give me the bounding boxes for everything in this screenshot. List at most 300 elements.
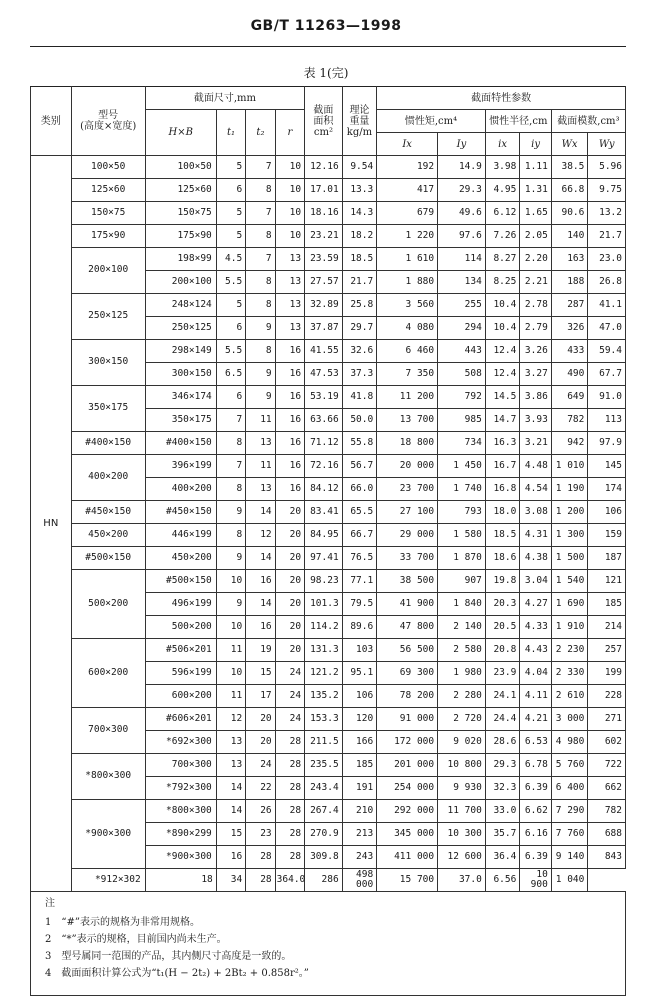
hxb-cell: 346×174	[145, 386, 216, 409]
notes-cell	[31, 892, 626, 996]
header-modulus: 截面模数,cm³	[551, 110, 625, 133]
ix-radius-cell: 20.5	[485, 616, 520, 639]
t1-cell: 13	[216, 731, 245, 754]
wy-cell: 113	[588, 409, 626, 432]
iy-radius-cell: 4.04	[520, 662, 551, 685]
t2-cell: 8	[246, 179, 275, 202]
t2-cell: 13	[246, 432, 275, 455]
iy-radius-cell: 3.86	[520, 386, 551, 409]
r-cell: 28	[275, 731, 304, 754]
ix-inertia-cell: 172 000	[377, 731, 438, 754]
area-cell: 211.5	[305, 731, 343, 754]
iy-inertia-cell: 734	[438, 432, 486, 455]
area-cell: 267.4	[305, 800, 343, 823]
iy-radius-cell: 6.78	[520, 754, 551, 777]
t1-cell: 7	[216, 409, 245, 432]
ix-inertia-cell: 1 880	[377, 271, 438, 294]
hxb-cell: 450×200	[145, 547, 216, 570]
t1-cell: 10	[216, 662, 245, 685]
ix-radius-cell: 37.0	[438, 869, 486, 892]
weight-cell: 37.3	[342, 363, 377, 386]
iy-radius-cell: 2.21	[520, 271, 551, 294]
area-cell: 17.01	[305, 179, 343, 202]
t2-cell: 22	[246, 777, 275, 800]
wy-cell: 91.0	[588, 386, 626, 409]
wx-cell: 7 290	[551, 800, 588, 823]
area-cell: 270.9	[305, 823, 343, 846]
table-row	[31, 225, 626, 248]
area-cell: 18.16	[305, 202, 343, 225]
t2-cell: 20	[246, 731, 275, 754]
wy-cell: 174	[588, 478, 626, 501]
t1-cell: 5.5	[216, 340, 245, 363]
t2-cell: 8	[246, 225, 275, 248]
model-cell: #500×150	[71, 547, 145, 570]
r-cell: 13	[275, 248, 304, 271]
area-cell: 97.41	[305, 547, 343, 570]
iy-radius-cell: 6.56	[485, 869, 520, 892]
wx-cell: 163	[551, 248, 588, 271]
iy-radius-cell: 2.20	[520, 248, 551, 271]
wx-cell: 433	[551, 340, 588, 363]
iy-inertia-cell: 1 870	[438, 547, 486, 570]
table-row	[31, 248, 626, 271]
iy-inertia-cell: 792	[438, 386, 486, 409]
t1-cell: 10	[216, 570, 245, 593]
weight-cell: 89.6	[342, 616, 377, 639]
header-model	[71, 87, 145, 156]
iy-inertia-cell: 2 580	[438, 639, 486, 662]
t1-cell: 13	[216, 754, 245, 777]
ix-radius-cell: 6.12	[485, 202, 520, 225]
note-2: 2 “*”表示的规格，目前国内尚未生产。	[45, 934, 227, 945]
t2-cell: 7	[246, 202, 275, 225]
hxb-cell: 350×175	[145, 409, 216, 432]
t1-cell: 9	[216, 501, 245, 524]
wx-cell: 326	[551, 317, 588, 340]
ix-radius-cell: 23.9	[485, 662, 520, 685]
hxb-cell: 298×149	[145, 340, 216, 363]
hxb-cell: #606×201	[145, 708, 216, 731]
wy-cell: 9.75	[588, 179, 626, 202]
model-cell: 150×75	[71, 202, 145, 225]
header-weight-unit: kg/m	[346, 126, 373, 138]
wx-cell: 649	[551, 386, 588, 409]
table-row	[31, 156, 626, 179]
ix-inertia-cell: 18 800	[377, 432, 438, 455]
model-cell: 200×100	[71, 248, 145, 294]
hxb-cell: 150×75	[145, 202, 216, 225]
weight-cell: 95.1	[342, 662, 377, 685]
ix-inertia-cell: 4 080	[377, 317, 438, 340]
hxb-cell: *890×299	[145, 823, 216, 846]
iy-inertia-cell: 2 720	[438, 708, 486, 731]
notes-title: 注	[45, 898, 55, 909]
header-category: 类别	[31, 87, 72, 156]
table-row	[31, 294, 626, 317]
header-area-unit: cm²	[313, 126, 333, 138]
model-cell: 400×200	[71, 455, 145, 501]
model-cell: #400×150	[71, 432, 145, 455]
header-t1: t₁	[216, 110, 245, 156]
wx-cell: 66.8	[551, 179, 588, 202]
wy-cell: 106	[588, 501, 626, 524]
table-row	[31, 202, 626, 225]
model-cell: #450×150	[71, 501, 145, 524]
weight-cell: 29.7	[342, 317, 377, 340]
area-cell: 235.5	[305, 754, 343, 777]
ix-inertia-cell: 1 610	[377, 248, 438, 271]
ix-inertia-cell: 27 100	[377, 501, 438, 524]
iy-inertia-cell: 255	[438, 294, 486, 317]
wx-cell: 6 400	[551, 777, 588, 800]
t2-cell: 20	[246, 708, 275, 731]
table-row	[31, 386, 626, 409]
ix-radius-cell: 8.27	[485, 248, 520, 271]
wx-cell: 2 230	[551, 639, 588, 662]
ix-radius-cell: 18.5	[485, 524, 520, 547]
r-cell: 16	[275, 409, 304, 432]
ix-radius-cell: 12.4	[485, 340, 520, 363]
note-4: 4 截面面积计算公式为“t₁(H − 2t₂) + 2Bt₂ + 0.858r²。”	[45, 968, 309, 979]
ix-inertia-cell: 345 000	[377, 823, 438, 846]
weight-cell: 18.5	[342, 248, 377, 271]
weight-cell: 166	[342, 731, 377, 754]
wy-cell: 602	[588, 731, 626, 754]
t2-cell: 14	[246, 593, 275, 616]
t1-cell: 5	[216, 202, 245, 225]
r-cell: 20	[275, 593, 304, 616]
header-rule	[30, 46, 626, 47]
header-section-props: 截面特性参数	[377, 87, 626, 110]
area-cell: 23.59	[305, 248, 343, 271]
iy-inertia-cell: 1 840	[438, 593, 486, 616]
ix-inertia-cell: 29 000	[377, 524, 438, 547]
hxb-cell: #400×150	[145, 432, 216, 455]
table-row	[31, 869, 626, 892]
t1-cell: 14	[216, 777, 245, 800]
ix-radius-cell: 16.7	[485, 455, 520, 478]
ix-inertia-cell: 498 000	[342, 869, 377, 892]
wy-cell: 67.7	[588, 363, 626, 386]
iy-inertia-cell: 2 140	[438, 616, 486, 639]
ix-inertia-cell: 7 350	[377, 363, 438, 386]
iy-radius-cell: 1.11	[520, 156, 551, 179]
iy-inertia-cell: 97.6	[438, 225, 486, 248]
area-cell: 131.3	[305, 639, 343, 662]
ix-inertia-cell: 679	[377, 202, 438, 225]
t2-cell: 16	[246, 616, 275, 639]
weight-cell: 9.54	[342, 156, 377, 179]
area-cell: 37.87	[305, 317, 343, 340]
r-cell: 16	[275, 432, 304, 455]
header-area-line1: 截面	[313, 104, 334, 116]
header-hxb: H×B	[145, 110, 216, 156]
wx-cell: 1 300	[551, 524, 588, 547]
iy-radius-cell: 3.27	[520, 363, 551, 386]
ix-radius-cell: 19.8	[485, 570, 520, 593]
wy-cell: 97.9	[588, 432, 626, 455]
wy-cell: 843	[588, 846, 626, 869]
area-cell: 84.95	[305, 524, 343, 547]
wy-cell: 662	[588, 777, 626, 800]
iy-inertia-cell: 134	[438, 271, 486, 294]
iy-radius-cell: 2.79	[520, 317, 551, 340]
hxb-cell: *800×300	[145, 800, 216, 823]
iy-radius-cell: 3.26	[520, 340, 551, 363]
t2-cell: 9	[246, 386, 275, 409]
r-cell: 20	[275, 501, 304, 524]
area-cell: 41.55	[305, 340, 343, 363]
table-row	[31, 455, 626, 478]
area-cell: 63.66	[305, 409, 343, 432]
ix-radius-cell: 20.3	[485, 593, 520, 616]
area-cell: 243.4	[305, 777, 343, 800]
t1-cell: 8	[216, 432, 245, 455]
iy-inertia-cell: 1 450	[438, 455, 486, 478]
t1-cell: 18	[145, 869, 216, 892]
iy-radius-cell: 3.93	[520, 409, 551, 432]
t2-cell: 8	[246, 271, 275, 294]
weight-cell: 210	[342, 800, 377, 823]
iy-inertia-cell: 11 700	[438, 800, 486, 823]
ix-radius-cell: 16.8	[485, 478, 520, 501]
t1-cell: 6	[216, 317, 245, 340]
ix-radius-cell: 10.4	[485, 294, 520, 317]
area-cell: 101.3	[305, 593, 343, 616]
t1-cell: 4.5	[216, 248, 245, 271]
t1-cell: 16	[216, 846, 245, 869]
table-row	[31, 179, 626, 202]
r-cell: 20	[275, 639, 304, 662]
iy-inertia-cell: 907	[438, 570, 486, 593]
iy-inertia-cell: 10 800	[438, 754, 486, 777]
wy-cell: 257	[588, 639, 626, 662]
wx-cell: 1 010	[551, 455, 588, 478]
ix-inertia-cell: 417	[377, 179, 438, 202]
weight-cell: 50.0	[342, 409, 377, 432]
standard-number: GB/T 11263—1998	[250, 18, 402, 34]
ix-radius-cell: 14.5	[485, 386, 520, 409]
ix-inertia-cell: 411 000	[377, 846, 438, 869]
ix-radius-cell: 4.95	[485, 179, 520, 202]
area-cell: 72.16	[305, 455, 343, 478]
iy-radius-cell: 6.53	[520, 731, 551, 754]
r-cell: 28	[275, 800, 304, 823]
wy-cell: 688	[588, 823, 626, 846]
weight-cell: 185	[342, 754, 377, 777]
ix-inertia-cell: 78 200	[377, 685, 438, 708]
ix-inertia-cell: 254 000	[377, 777, 438, 800]
hxb-cell: #500×150	[145, 570, 216, 593]
ix-radius-cell: 14.7	[485, 409, 520, 432]
model-cell: 700×300	[71, 708, 145, 754]
header-radius: 惯性半径,cm	[485, 110, 551, 133]
hxb-cell: *900×300	[145, 846, 216, 869]
t2-cell: 16	[246, 570, 275, 593]
hxb-cell: #450×150	[145, 501, 216, 524]
wy-cell: 159	[588, 524, 626, 547]
area-cell: 32.89	[305, 294, 343, 317]
t1-cell: 9	[216, 547, 245, 570]
model-cell: *900×300	[71, 800, 145, 869]
ix-radius-cell: 3.98	[485, 156, 520, 179]
ix-radius-cell: 12.4	[485, 363, 520, 386]
t1-cell: 6	[216, 386, 245, 409]
t1-cell: 14	[216, 800, 245, 823]
area-cell: 71.12	[305, 432, 343, 455]
t2-cell: 17	[246, 685, 275, 708]
wy-cell: 228	[588, 685, 626, 708]
hxb-cell: 175×90	[145, 225, 216, 248]
r-cell: 20	[275, 547, 304, 570]
area-cell: 84.12	[305, 478, 343, 501]
table-row	[31, 639, 626, 662]
t1-cell: 11	[216, 685, 245, 708]
r-cell: 28	[246, 869, 275, 892]
weight-cell: 103	[342, 639, 377, 662]
t2-cell: 7	[246, 248, 275, 271]
weight-cell: 65.5	[342, 501, 377, 524]
wy-cell: 21.7	[588, 225, 626, 248]
area-cell: 121.2	[305, 662, 343, 685]
weight-cell: 13.3	[342, 179, 377, 202]
header-model-line1: 型号	[98, 110, 119, 121]
ix-inertia-cell: 1 220	[377, 225, 438, 248]
r-cell: 20	[275, 524, 304, 547]
ix-radius-cell: 8.25	[485, 271, 520, 294]
note-1: 1 “#”表示的规格为非常用规格。	[45, 917, 200, 928]
wx-cell: 4 980	[551, 731, 588, 754]
area-cell: 53.19	[305, 386, 343, 409]
table-row	[31, 340, 626, 363]
iy-inertia-cell: 294	[438, 317, 486, 340]
header-r: r	[275, 110, 304, 156]
hxb-cell: 248×124	[145, 294, 216, 317]
r-cell: 16	[275, 340, 304, 363]
model-cell: 175×90	[71, 225, 145, 248]
hxb-cell: 596×199	[145, 662, 216, 685]
header-wy: Wy	[588, 133, 626, 156]
area-cell: 83.41	[305, 501, 343, 524]
t1-cell: 10	[216, 616, 245, 639]
header-iy-inertia: Iy	[438, 133, 486, 156]
hxb-cell: *692×300	[145, 731, 216, 754]
header-section-dims: 截面尺寸,mm	[145, 87, 304, 110]
model-cell: 450×200	[71, 524, 145, 547]
weight-cell: 286	[305, 869, 343, 892]
wx-cell: 1 190	[551, 478, 588, 501]
ix-inertia-cell: 11 200	[377, 386, 438, 409]
notes-row	[31, 892, 626, 996]
wx-cell: 188	[551, 271, 588, 294]
iy-inertia-cell: 1 580	[438, 524, 486, 547]
r-cell: 28	[275, 754, 304, 777]
r-cell: 10	[275, 225, 304, 248]
t2-cell: 11	[246, 455, 275, 478]
iy-radius-cell: 6.62	[520, 800, 551, 823]
ix-radius-cell: 35.7	[485, 823, 520, 846]
r-cell: 10	[275, 179, 304, 202]
header-weight-line2: 重量	[349, 115, 370, 127]
ix-radius-cell: 29.3	[485, 754, 520, 777]
wx-cell: 2 330	[551, 662, 588, 685]
ix-inertia-cell: 69 300	[377, 662, 438, 685]
ix-radius-cell: 24.4	[485, 708, 520, 731]
header-weight-line1: 理论	[349, 104, 370, 116]
hxb-cell: 100×50	[145, 156, 216, 179]
r-cell: 10	[275, 202, 304, 225]
t2-cell: 8	[246, 294, 275, 317]
iy-inertia-cell: 9 020	[438, 731, 486, 754]
hxb-cell: 600×200	[145, 685, 216, 708]
iy-inertia-cell: 49.6	[438, 202, 486, 225]
weight-cell: 243	[342, 846, 377, 869]
ix-inertia-cell: 23 700	[377, 478, 438, 501]
table-row	[31, 800, 626, 823]
header-iy-radius: iy	[520, 133, 551, 156]
hxb-cell: 500×200	[145, 616, 216, 639]
wx-cell: 3 000	[551, 708, 588, 731]
r-cell: 24	[275, 662, 304, 685]
wx-cell: 1 910	[551, 616, 588, 639]
table-row	[31, 708, 626, 731]
weight-cell: 76.5	[342, 547, 377, 570]
weight-cell: 106	[342, 685, 377, 708]
r-cell: 28	[275, 823, 304, 846]
hxb-cell: *912×302	[71, 869, 145, 892]
wy-cell: 271	[588, 708, 626, 731]
ix-inertia-cell: 201 000	[377, 754, 438, 777]
ix-inertia-cell: 3 560	[377, 294, 438, 317]
iy-radius-cell: 2.78	[520, 294, 551, 317]
r-cell: 28	[275, 777, 304, 800]
hxb-cell: *792×300	[145, 777, 216, 800]
ix-inertia-cell: 20 000	[377, 455, 438, 478]
header-area-line2: 面积	[313, 115, 334, 127]
header-inertia: 惯性矩,cm⁴	[377, 110, 486, 133]
iy-inertia-cell: 114	[438, 248, 486, 271]
r-cell: 13	[275, 271, 304, 294]
header-model-line2: (高度×宽度)	[80, 121, 137, 132]
area-cell: 47.53	[305, 363, 343, 386]
model-cell: 500×200	[71, 570, 145, 639]
wy-cell: 5.96	[588, 156, 626, 179]
section-properties-table	[30, 86, 626, 996]
iy-inertia-cell: 443	[438, 340, 486, 363]
t2-cell: 9	[246, 317, 275, 340]
r-cell: 16	[275, 386, 304, 409]
wy-cell: 13.2	[588, 202, 626, 225]
area-cell: 27.57	[305, 271, 343, 294]
wy-cell: 23.0	[588, 248, 626, 271]
t1-cell: 11	[216, 639, 245, 662]
weight-cell: 25.8	[342, 294, 377, 317]
iy-inertia-cell: 793	[438, 501, 486, 524]
ix-radius-cell: 28.6	[485, 731, 520, 754]
ix-radius-cell: 33.0	[485, 800, 520, 823]
weight-cell: 41.8	[342, 386, 377, 409]
header-ix-inertia: Ix	[377, 133, 438, 156]
ix-radius-cell: 36.4	[485, 846, 520, 869]
wy-cell: 782	[588, 800, 626, 823]
t1-cell: 7	[216, 455, 245, 478]
iy-radius-cell: 4.27	[520, 593, 551, 616]
t2-cell: 13	[246, 478, 275, 501]
wy-cell: 47.0	[588, 317, 626, 340]
r-cell: 13	[275, 317, 304, 340]
t2-cell: 34	[216, 869, 245, 892]
